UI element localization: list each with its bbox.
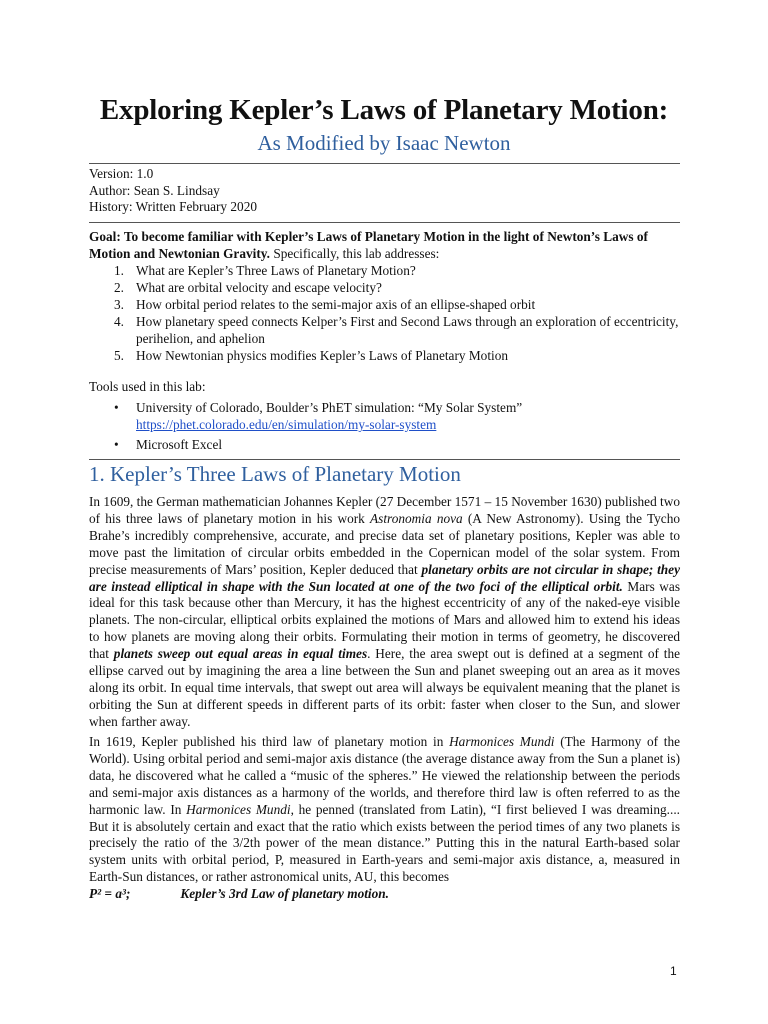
- goal-item: [89, 313, 680, 347]
- goal-item-text: How Newtonian physics modifies Kepler’s Laws of Planetary Motion: [136, 348, 509, 363]
- goal-item-text: How orbital period relates to the semi-major axis of an ellipse-shaped orbit: [136, 297, 536, 312]
- p1-emphasis-1: planetary orbits are not circular in shape; they are instead elliptical in shape with the Sun located at one of the two foci of the elliptical orbit.: [89, 561, 680, 594]
- goal-lead: Goal: To become familiar with Kepler’s Laws of Planetary Motion in the light of Newton’s Laws of Motion and Newtonian Gravity.: [89, 229, 648, 261]
- goal-item: [89, 262, 680, 279]
- document-meta: [89, 166, 257, 216]
- kepler-formula-label: Kepler’s 3rd Law of planetary motion.: [180, 886, 389, 902]
- goal-section: [89, 228, 680, 364]
- section-divider: [89, 459, 680, 460]
- goal-item-text: How planetary speed connects Kelper’s First and Second Laws through an exploration of eccentricity, perihelion, and aphelion: [136, 314, 679, 346]
- goal-item: [89, 296, 680, 313]
- p2-text-c: , he penned (translated from Latin), “I first believed I was dreaming.... But it is absolutely certain and exact that the ratio which exists between the period times of any two planets is precisely the ratio of the 3/2th power of the mean distance.” Putting this in the natural Earth-based solar system units with orbital period, P, measured in Earth-years and semi-major axis distance, a, measured in Earth-Sun distances, or rather astronomical units, AU, this becomes: [89, 801, 680, 885]
- goal-item-number: 3.: [114, 297, 124, 312]
- p2-title-italic-2: Harmonices Mundi: [186, 801, 291, 817]
- document-title: Exploring Kepler’s Laws of Planetary Motion:: [99, 94, 669, 126]
- bullet-icon: •: [114, 400, 119, 415]
- history-line: History: Written February 2020: [89, 199, 257, 215]
- p1-text-b: (A New Astronomy). Using the Tycho Brahe’s incredibly comprehensive, accurate, and precise data set of planetary positions, Kepler was able to move past the limitation of circular orbits embedded in the Copernican model of the solar system. From precise measurements of Mars’ position, Kepler deduced that: [89, 510, 680, 577]
- document-subtitle: As Modified by Isaac Newton: [257, 131, 511, 155]
- page-number: 1: [670, 964, 677, 978]
- tools-item: [89, 399, 680, 433]
- author-line: Author: Sean S. Lindsay: [89, 182, 220, 198]
- p1-text-d: . Here, the area swept out is defined at a segment of the ellipse carved out by imagining the area a line between the Sun and planet sweeping out an area as it moves along its orbit. In equal time intervals, that swept out area will always be equivalent meaning that the planet is orbiting the Sun at different speeds in different parts of its orbit: faster when closer to the Sun, and slower when farther away.: [89, 646, 681, 729]
- goal-list: [89, 262, 680, 364]
- goal-statement: [89, 228, 680, 262]
- p2-title-italic-1: Harmonices Mundi: [449, 734, 555, 749]
- bullet-icon: •: [114, 437, 119, 452]
- p2-text-b: (The Harmony of the World). Using orbital period and semi-major axis distance (the average distance away from the Sun a planet is) data, he discovered what he called a “music of the spheres.” He viewed the relationship between the periods and semi-major axis distances as a harmony of the worlds, and therefore third law is often referred to as the harmonic law. In: [89, 734, 680, 817]
- tools-item-text: University of Colorado, Boulder’s PhET simulation: “My Solar System”: [136, 400, 523, 415]
- phet-link[interactable]: https://phet.colorado.edu/en/simulation/my-solar-system: [136, 417, 437, 432]
- goal-item-number: 5.: [114, 348, 124, 363]
- p1-text-c: Mars was ideal for this task because other than Mercury, it has the highest eccentricity of any of the naked-eye visible planets. The non-circular, elliptical orbits explained the motions of Mars and allowed him to extend his ideas to how planets are moving along their orbits. Formulating their motion in terms of geometry, he discovered that: [89, 578, 680, 662]
- meta-divider: [89, 222, 680, 223]
- kepler-formula: P² = a³;: [89, 886, 131, 902]
- p1-emphasis-2: planets sweep out equal areas in equal times: [113, 646, 368, 662]
- p2-text-a: In 1619, Kepler published his third law of planetary motion in: [89, 734, 450, 749]
- paragraph-1609: [89, 494, 680, 731]
- goal-item-number: 4.: [114, 314, 124, 329]
- goal-item-text: What are Kepler’s Three Laws of Planetary Motion?: [136, 263, 416, 278]
- tools-section: [89, 378, 680, 456]
- p1-text-a: In 1609, the German mathematician Johannes Kepler (27 December 1571 – 15 November 1630) published two of his three laws of planetary motion in his work: [89, 494, 680, 526]
- goal-item-number: 2.: [114, 280, 124, 295]
- goal-item: [89, 279, 680, 296]
- top-divider: [89, 163, 680, 164]
- version-line: Version: 1.0: [89, 166, 154, 181]
- tools-item-text: Microsoft Excel: [136, 437, 223, 452]
- tools-heading: Tools used in this lab:: [89, 379, 206, 394]
- goal-item-number: 1.: [114, 263, 124, 278]
- section-heading: 1. Kepler’s Three Laws of Planetary Motion: [89, 462, 461, 486]
- p1-title-italic: Astronomia nova: [370, 510, 463, 526]
- paragraph-1619: [89, 734, 680, 903]
- goal-lead-rest: Specifically, this lab addresses:: [270, 246, 440, 261]
- goal-item: [89, 347, 680, 364]
- tools-item: [89, 436, 680, 453]
- goal-item-text: What are orbital velocity and escape velocity?: [136, 280, 382, 295]
- tools-list: [89, 399, 680, 453]
